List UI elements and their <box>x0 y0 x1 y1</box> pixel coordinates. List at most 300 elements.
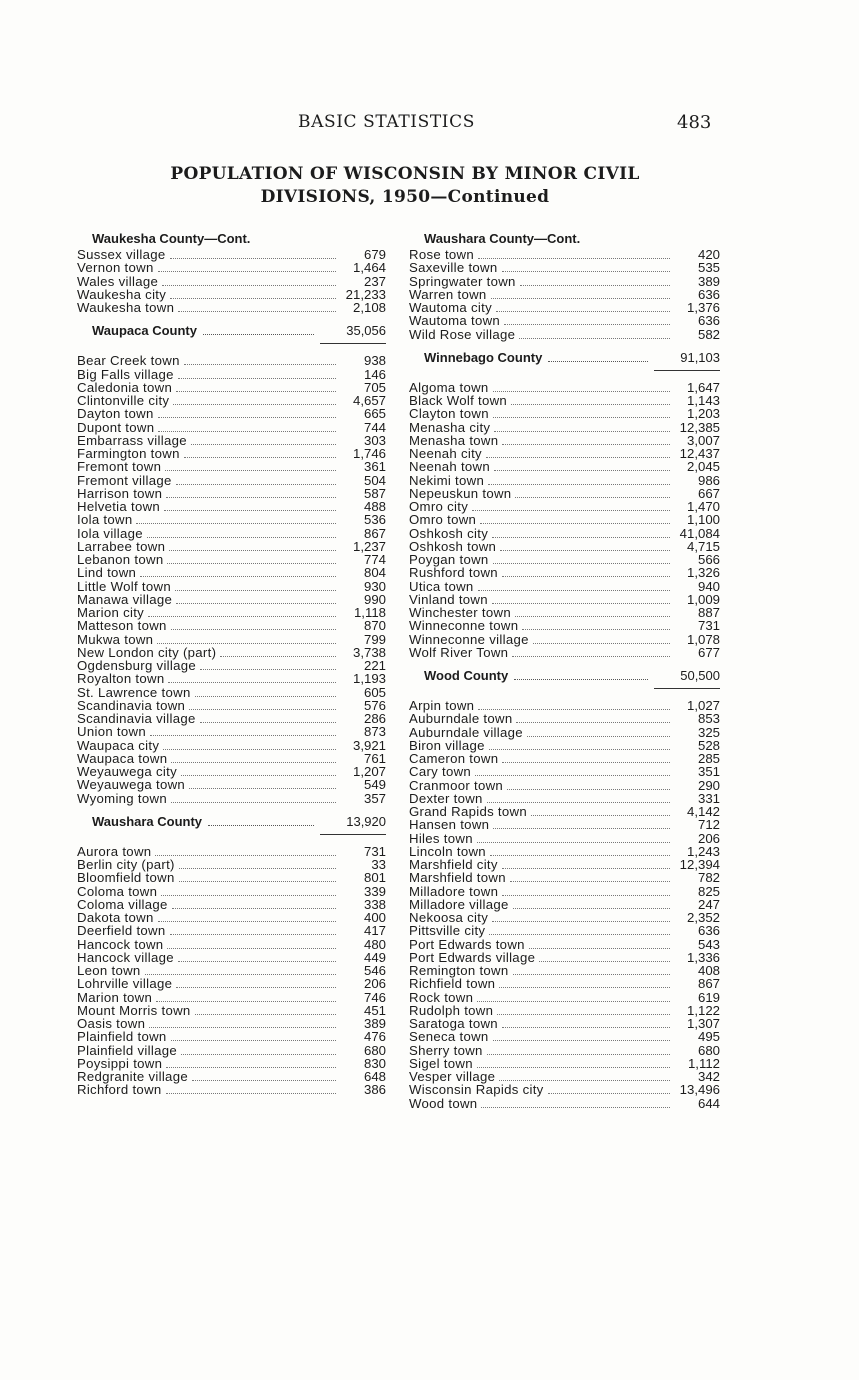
leader-dots <box>475 775 670 776</box>
division-name: Coloma village <box>77 896 168 912</box>
division-population: 417 <box>363 923 386 939</box>
division-name: Larrabee town <box>77 538 166 554</box>
leader-dots <box>515 497 670 498</box>
division-name: Port Edwards town <box>409 936 525 952</box>
division-name: Poysippi town <box>77 1055 163 1071</box>
division-population: 420 <box>697 247 720 262</box>
division-name: Farmington town <box>77 446 180 461</box>
division-row <box>409 394 720 407</box>
division-name: Coloma town <box>77 883 158 899</box>
division-population: 3,007 <box>686 432 720 448</box>
division-row <box>409 792 720 805</box>
division-row <box>409 407 720 420</box>
division-row <box>409 845 720 858</box>
division-name: Hansen town <box>409 817 490 833</box>
division-row <box>409 818 720 831</box>
division-row <box>409 938 720 951</box>
division-population: 286 <box>363 711 386 726</box>
county-total: 91,103 <box>680 349 720 365</box>
leader-dots <box>533 643 670 644</box>
division-row <box>409 593 720 606</box>
division-row <box>409 726 720 739</box>
division-population: 636 <box>697 286 720 302</box>
division-population: 480 <box>363 936 386 952</box>
leader-dots <box>519 338 670 339</box>
division-population: 774 <box>363 552 386 567</box>
division-list <box>77 845 386 1097</box>
division-name: Nekoosa city <box>409 910 489 925</box>
division-population: 33 <box>371 857 386 872</box>
division-row <box>77 924 386 937</box>
division-row <box>77 1017 386 1030</box>
division-name: Waukesha city <box>77 286 167 302</box>
division-population: 2,045 <box>686 459 720 475</box>
division-name: Clintonville city <box>77 393 170 408</box>
page-title <box>90 163 720 209</box>
division-name: Menasha city <box>409 419 491 435</box>
division-name: Algoma town <box>409 379 489 395</box>
division-population: 41,084 <box>679 525 720 541</box>
leader-dots <box>477 1001 670 1002</box>
division-name: Lind town <box>77 565 137 581</box>
division-row <box>409 977 720 990</box>
division-row <box>77 368 386 381</box>
division-name: Wautoma town <box>409 313 501 329</box>
division-name: Rock town <box>409 989 474 1005</box>
leader-dots <box>502 271 671 272</box>
leader-dots <box>167 563 336 564</box>
division-population: 1,009 <box>686 591 720 607</box>
division-row <box>77 1004 386 1017</box>
right-column <box>409 228 720 1110</box>
division-row <box>409 381 720 394</box>
leader-dots <box>493 563 670 564</box>
division-row <box>409 1070 720 1083</box>
leader-dots <box>155 855 336 856</box>
leader-dots <box>158 921 336 922</box>
division-population: 361 <box>363 459 386 475</box>
leader-dots <box>520 285 670 286</box>
division-population: 1,143 <box>686 393 720 408</box>
division-row <box>77 712 386 725</box>
division-population: 665 <box>363 406 386 422</box>
county-name: Winnebago County <box>424 349 543 365</box>
division-row <box>409 275 720 288</box>
leader-dots <box>489 749 670 750</box>
running-head <box>0 112 859 136</box>
county-section <box>409 230 720 341</box>
division-name: Wood town <box>409 1095 478 1111</box>
division-row <box>77 871 386 884</box>
division-row <box>409 474 720 487</box>
division-population: 830 <box>363 1055 386 1071</box>
leader-dots <box>493 1040 670 1041</box>
division-row <box>77 580 386 593</box>
division-row <box>409 500 720 513</box>
division-population: 451 <box>363 1002 386 1018</box>
division-population: 1,336 <box>686 949 720 965</box>
division-row <box>409 885 720 898</box>
division-row <box>77 739 386 752</box>
leader-dots <box>487 1054 670 1055</box>
division-row <box>77 646 386 659</box>
division-row <box>77 778 386 791</box>
leader-dots <box>176 484 336 485</box>
county-heading <box>409 230 720 248</box>
leader-dots <box>170 298 336 299</box>
division-row <box>77 566 386 579</box>
division-population: 605 <box>363 684 386 700</box>
division-name: Sigel town <box>409 1055 473 1071</box>
division-population: 1,470 <box>686 499 720 514</box>
division-population: 12,394 <box>679 857 720 872</box>
county-section <box>77 230 386 314</box>
division-population: 247 <box>697 896 720 912</box>
division-row <box>409 633 720 646</box>
leader-dots <box>171 1040 336 1041</box>
division-name: Omro city <box>409 499 469 514</box>
leader-dots <box>486 457 670 458</box>
division-row <box>77 288 386 301</box>
division-name: Neenah town <box>409 459 491 475</box>
leader-dots <box>200 669 336 670</box>
division-population: 867 <box>697 976 720 992</box>
leader-dots <box>171 762 336 763</box>
leader-dots <box>489 934 670 935</box>
division-name: Weyauwega town <box>77 777 186 793</box>
division-population: 1,243 <box>686 843 720 859</box>
division-population: 13,496 <box>679 1082 720 1098</box>
leader-dots <box>513 908 670 909</box>
division-row <box>77 487 386 500</box>
division-name: Winchester town <box>409 605 511 620</box>
division-row <box>77 686 386 699</box>
division-name: Hancock town <box>77 936 164 952</box>
division-name: Utica town <box>409 578 474 594</box>
division-name: Fremont village <box>77 472 172 488</box>
division-name: Caledonia town <box>77 379 173 395</box>
division-row <box>409 487 720 500</box>
division-name: Leon town <box>77 963 141 978</box>
leader-dots <box>178 311 336 312</box>
page-title-line-2: DIVISIONS, 1950—Continued <box>260 187 550 207</box>
leader-dots <box>176 987 336 988</box>
division-row <box>409 924 720 937</box>
leader-dots <box>488 484 670 485</box>
division-row <box>409 527 720 540</box>
leader-dots <box>492 603 670 604</box>
division-population: 636 <box>697 313 720 329</box>
division-row <box>409 460 720 473</box>
leader-dots <box>176 603 336 604</box>
leader-dots <box>494 470 670 471</box>
division-population: 21,233 <box>345 286 386 302</box>
division-name: Milladore village <box>409 896 509 912</box>
leader-dots <box>500 550 670 551</box>
county-name: Wood County <box>424 668 509 683</box>
division-name: Royalton town <box>77 671 165 687</box>
division-name: Cameron town <box>409 751 499 766</box>
division-population: 408 <box>697 963 720 978</box>
division-row <box>409 871 720 884</box>
division-row <box>77 460 386 473</box>
division-population: 303 <box>363 432 386 448</box>
division-population: 536 <box>363 512 386 528</box>
total-rule-wrap <box>77 833 386 845</box>
division-row <box>77 911 386 924</box>
leader-dots <box>208 825 314 826</box>
division-list <box>409 699 720 1110</box>
division-name: Bloomfield town <box>77 870 175 886</box>
leader-dots <box>492 921 670 922</box>
division-population: 476 <box>363 1029 386 1045</box>
division-row <box>77 898 386 911</box>
leader-dots <box>548 361 648 362</box>
division-name: Pittsville city <box>409 923 486 939</box>
leader-dots <box>149 1027 336 1028</box>
leader-dots <box>158 431 336 432</box>
division-name: Menasha town <box>409 432 499 448</box>
division-name: Harrison town <box>77 485 163 501</box>
leader-dots <box>478 258 670 259</box>
division-row <box>409 991 720 1004</box>
division-name: Winneconne village <box>409 631 529 647</box>
leader-dots <box>493 391 670 392</box>
leader-dots <box>169 550 336 551</box>
leader-dots <box>179 868 336 869</box>
division-population: 731 <box>697 618 720 634</box>
division-row <box>409 712 720 725</box>
division-row <box>409 765 720 778</box>
division-name: Arpin town <box>409 698 475 713</box>
division-population: 644 <box>697 1095 720 1111</box>
division-population: 853 <box>697 711 720 727</box>
leader-dots <box>145 974 336 975</box>
division-population: 744 <box>363 419 386 435</box>
division-population: 1,307 <box>686 1016 720 1031</box>
division-name: Plainfield town <box>77 1029 167 1045</box>
division-population: 1,464 <box>352 260 386 276</box>
division-name: Vesper village <box>409 1069 496 1084</box>
leader-dots <box>156 1001 336 1002</box>
division-name: Berlin city (part) <box>77 857 175 872</box>
division-row <box>409 1097 720 1110</box>
page-number: 483 <box>677 112 712 133</box>
division-name: Saratoga town <box>409 1016 498 1031</box>
leader-dots <box>166 497 336 498</box>
division-name: Wautoma city <box>409 300 492 315</box>
division-population: 680 <box>697 1042 720 1058</box>
division-name: Grand Rapids town <box>409 804 527 819</box>
leader-dots <box>166 1067 336 1068</box>
division-row <box>77 553 386 566</box>
division-row <box>77 261 386 274</box>
division-population: 3,738 <box>352 644 386 660</box>
division-population: 680 <box>363 1042 386 1058</box>
leader-dots <box>531 815 670 816</box>
division-name: Milladore town <box>409 883 499 899</box>
county-heading <box>77 230 386 248</box>
division-population: 546 <box>363 963 386 978</box>
division-name: Nepeuskun town <box>409 485 512 501</box>
division-row <box>77 394 386 407</box>
division-population: 566 <box>697 552 720 567</box>
leader-dots <box>220 656 336 657</box>
division-name: Hiles town <box>409 830 473 846</box>
division-row <box>409 1057 720 1070</box>
leader-dots <box>516 722 670 723</box>
division-name: Deerfield town <box>77 923 166 939</box>
left-column <box>77 228 386 1097</box>
county-section <box>77 811 386 1097</box>
division-row <box>409 434 720 447</box>
county-name: Waukesha County—Cont. <box>92 231 251 246</box>
division-name: Omro town <box>409 512 477 528</box>
division-population: 1,027 <box>686 698 720 713</box>
leader-dots <box>515 616 670 617</box>
division-name: Helvetia town <box>77 499 161 514</box>
division-population: 1,100 <box>686 512 720 528</box>
leader-dots <box>161 895 336 896</box>
division-row <box>409 301 720 314</box>
division-population: 619 <box>697 989 720 1005</box>
division-name: Big Falls village <box>77 366 174 382</box>
county-heading <box>77 811 386 833</box>
division-population: 873 <box>363 724 386 740</box>
division-row <box>409 1004 720 1017</box>
division-row <box>409 898 720 911</box>
leader-dots <box>511 404 670 405</box>
division-name: Springwater town <box>409 273 516 289</box>
division-population: 331 <box>697 790 720 806</box>
division-population: 705 <box>363 379 386 395</box>
division-name: Dexter town <box>409 790 483 806</box>
division-row <box>77 659 386 672</box>
division-population: 677 <box>697 644 720 660</box>
division-name: Oshkosh city <box>409 525 489 541</box>
division-name: Winneconne town <box>409 618 519 634</box>
total-rule-wrap <box>409 369 720 381</box>
division-name: Weyauwega city <box>77 764 177 779</box>
division-row <box>409 261 720 274</box>
division-population: 1,647 <box>686 379 720 395</box>
division-name: Biron village <box>409 737 485 753</box>
division-name: St. Lawrence town <box>77 684 191 700</box>
leader-dots <box>173 404 336 405</box>
division-row <box>409 699 720 712</box>
division-population: 1,078 <box>686 631 720 647</box>
leader-dots <box>507 789 670 790</box>
division-name: Rushford town <box>409 565 498 581</box>
leader-dots <box>181 1054 336 1055</box>
division-row <box>77 421 386 434</box>
leader-dots <box>502 1027 670 1028</box>
division-name: Dayton town <box>77 406 154 422</box>
division-name: Auburndale town <box>409 711 513 727</box>
division-row <box>77 951 386 964</box>
division-row <box>409 964 720 977</box>
leader-dots <box>136 523 336 524</box>
division-population: 887 <box>697 605 720 620</box>
division-name: New London city (part) <box>77 644 217 660</box>
leader-dots <box>477 1067 670 1068</box>
division-population: 867 <box>363 525 386 541</box>
division-row <box>77 275 386 288</box>
division-row <box>409 832 720 845</box>
division-row <box>409 1017 720 1030</box>
division-population: 1,326 <box>686 565 720 581</box>
division-population: 357 <box>363 790 386 806</box>
division-population: 746 <box>363 989 386 1005</box>
division-population: 782 <box>697 870 720 886</box>
division-row <box>409 288 720 301</box>
leader-dots <box>195 1014 336 1015</box>
division-name: Manawa village <box>77 591 173 607</box>
division-name: Marion town <box>77 989 153 1005</box>
leader-dots <box>499 987 670 988</box>
division-row <box>77 977 386 990</box>
division-name: Oasis town <box>77 1016 146 1031</box>
division-name: Saxeville town <box>409 260 498 276</box>
division-row <box>77 672 386 685</box>
division-name: Iola town <box>77 512 133 528</box>
division-row <box>77 527 386 540</box>
leader-dots <box>527 736 670 737</box>
division-row <box>77 434 386 447</box>
division-row <box>409 1044 720 1057</box>
division-row <box>77 765 386 778</box>
division-population: 290 <box>697 777 720 793</box>
division-population: 636 <box>697 923 720 939</box>
division-population: 325 <box>697 724 720 740</box>
leader-dots <box>164 510 336 511</box>
leader-dots <box>166 1093 336 1094</box>
division-population: 351 <box>697 764 720 780</box>
division-population: 2,352 <box>686 910 720 925</box>
division-name: Matteson town <box>77 618 167 634</box>
leader-dots <box>514 679 648 680</box>
division-population: 549 <box>363 777 386 793</box>
division-row <box>409 779 720 792</box>
division-name: Plainfield village <box>77 1042 177 1058</box>
division-population: 990 <box>363 591 386 607</box>
division-population: 712 <box>697 817 720 833</box>
division-name: Marshfield city <box>409 857 498 872</box>
leader-dots <box>181 775 336 776</box>
division-row <box>409 447 720 460</box>
leader-dots <box>492 537 670 538</box>
division-population: 1,112 <box>687 1055 720 1071</box>
division-name: Marshfield town <box>409 870 506 886</box>
division-population: 938 <box>363 353 386 369</box>
leader-dots <box>502 444 670 445</box>
division-population: 4,715 <box>686 538 720 554</box>
division-row <box>77 513 386 526</box>
division-row <box>77 991 386 1004</box>
county-name: Waushara County—Cont. <box>424 231 581 246</box>
division-population: 389 <box>697 273 720 289</box>
leader-dots <box>184 457 336 458</box>
leader-dots <box>510 881 670 882</box>
division-row <box>77 1030 386 1043</box>
leader-dots <box>191 444 336 445</box>
division-row <box>409 421 720 434</box>
division-population: 2,108 <box>352 300 386 315</box>
leader-dots <box>522 629 670 630</box>
leader-dots <box>165 470 336 471</box>
division-name: Cary town <box>409 764 472 780</box>
division-name: Bear Creek town <box>77 353 180 369</box>
